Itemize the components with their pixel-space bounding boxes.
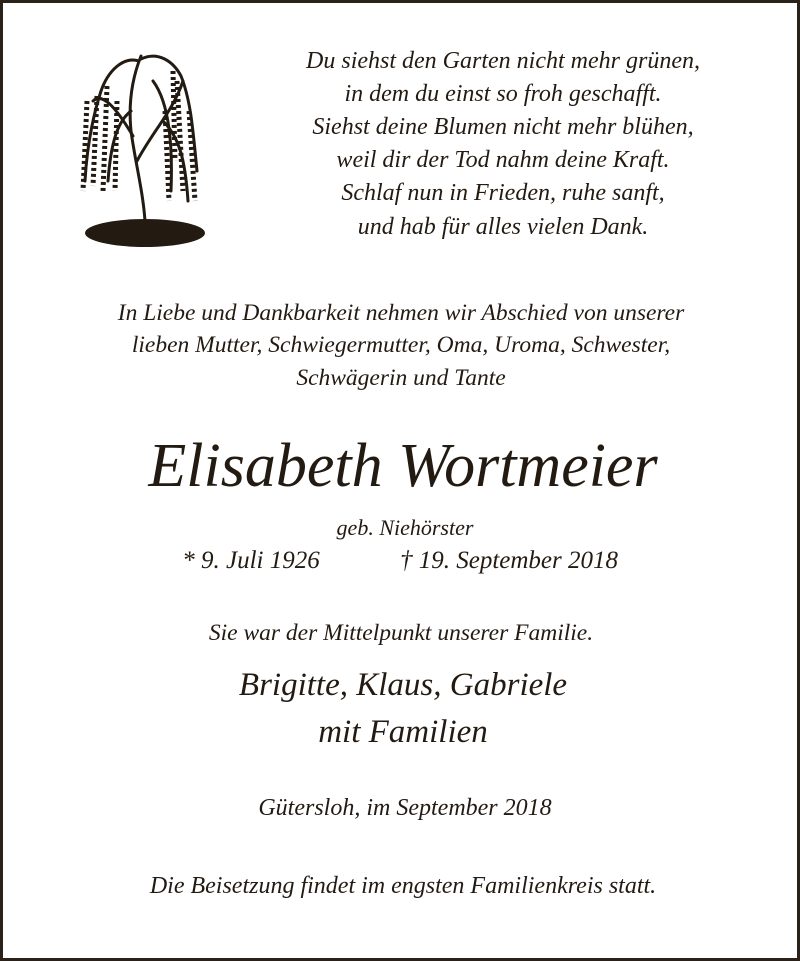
burial-notice: Die Beisetzung findet im engsten Familienkreis statt. bbox=[149, 873, 657, 899]
birth-date: * 9. Juli 1926 bbox=[182, 547, 320, 574]
death-date: † 19. September 2018 bbox=[399, 547, 619, 574]
intro-line: lieben Mutter, Schwiegermutter, Oma, Uroma, Schwester, bbox=[131, 332, 671, 358]
family-suffix: mit Familien bbox=[318, 714, 488, 750]
intro-line: Schwägerin und Tante bbox=[296, 365, 506, 391]
poem-line: Siehst deine Blumen nicht mehr blühen, bbox=[312, 114, 694, 140]
weeping-willow-icon bbox=[73, 41, 213, 251]
maiden-name: geb. Niehörster bbox=[336, 515, 474, 540]
poem-line: weil dir der Tod nahm deine Kraft. bbox=[336, 147, 670, 173]
tribute: Sie war der Mittelpunkt unserer Familie. bbox=[208, 620, 594, 646]
poem-line: Schlaf nun in Frieden, ruhe sanft, bbox=[341, 180, 665, 206]
family-names: Brigitte, Klaus, Gabriele bbox=[238, 667, 568, 703]
poem-line: in dem du einst so froh geschafft. bbox=[344, 81, 662, 107]
deceased-name: Elisabeth Wortmeier bbox=[148, 432, 658, 500]
poem-line: und hab für alles vielen Dank. bbox=[357, 214, 649, 240]
place-date: Gütersloh, im September 2018 bbox=[258, 795, 552, 821]
poem-line: Du siehst den Garten nicht mehr grünen, bbox=[306, 48, 700, 74]
intro-line: In Liebe und Dankbarkeit nehmen wir Abschied von unserer bbox=[117, 300, 685, 326]
